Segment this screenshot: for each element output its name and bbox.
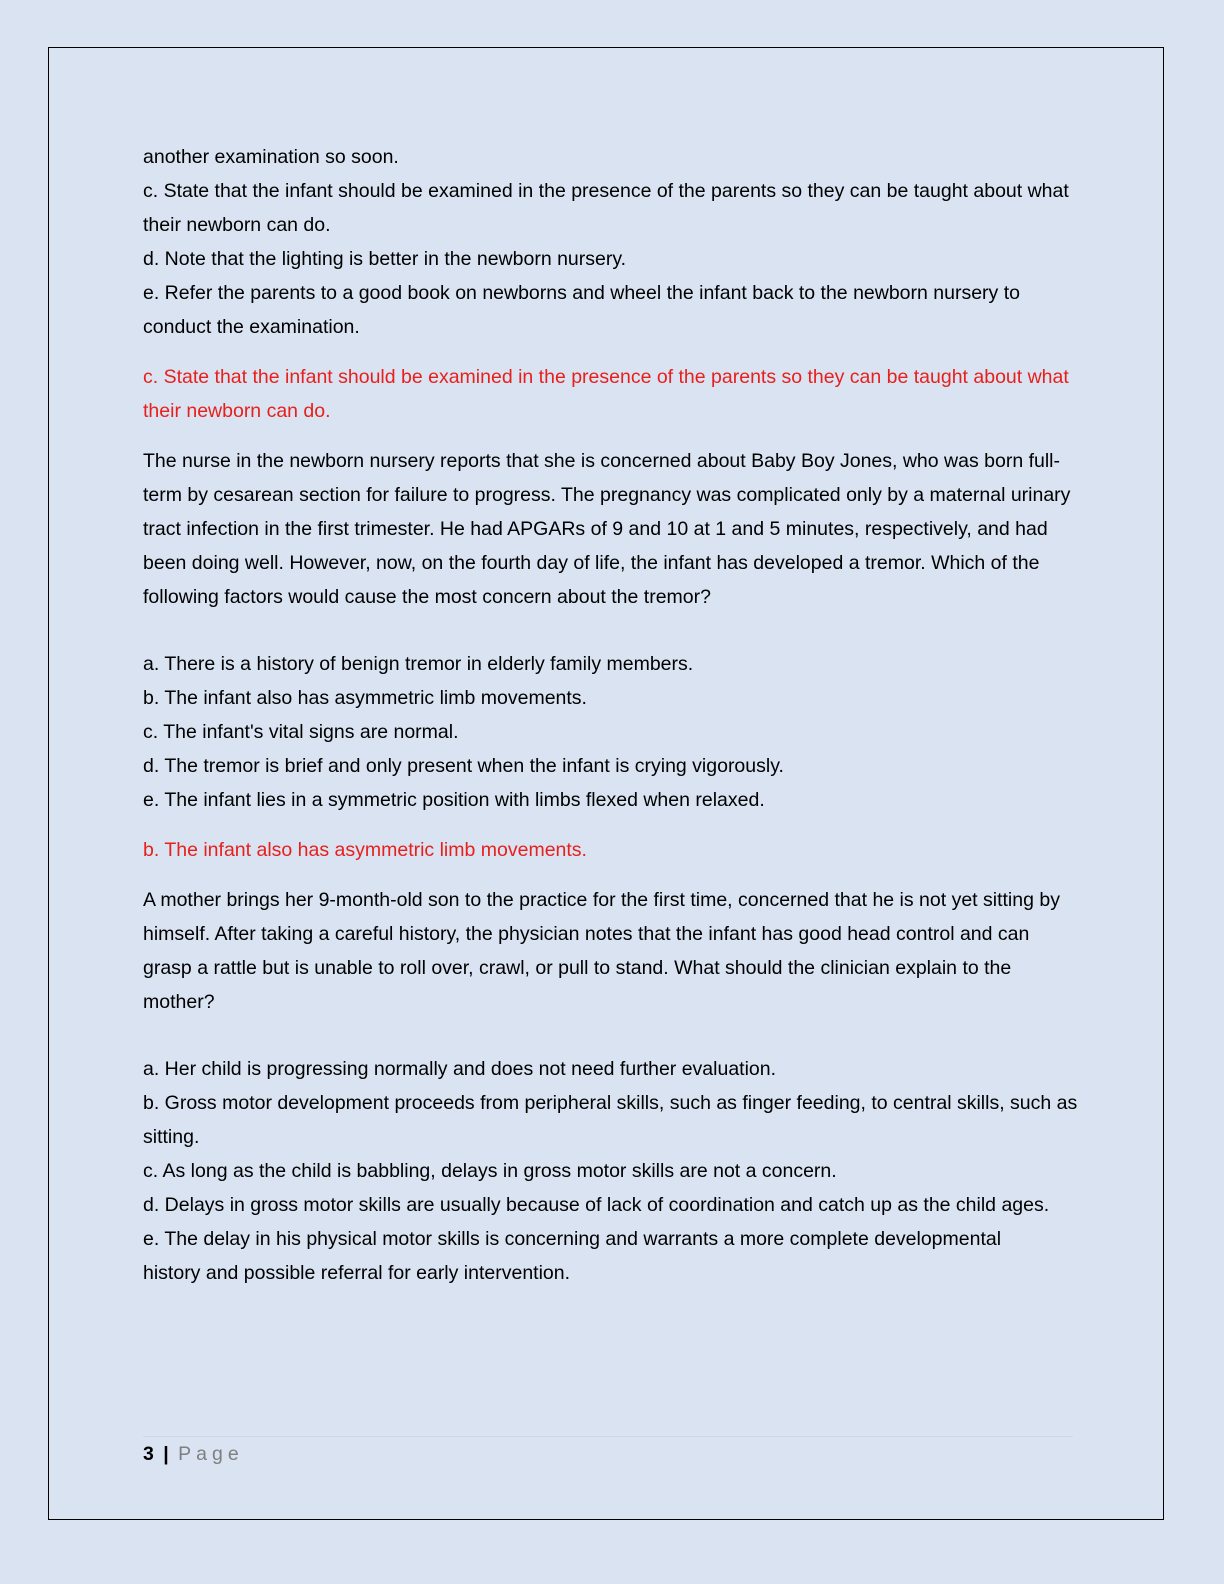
question-1-continued [143,140,1083,344]
question-3-option-e: e. The delay in his physical motor skills is concerning and warrants a more complete developmental [143,1228,1002,1250]
document-body [143,140,1083,1290]
question-3-options [143,1052,1083,1290]
question-2-stem: The nurse in the newborn nursery reports that she is concerned about Baby Boy Jones, who was born full-term by cesarean section for failure to progress. The pregnancy was complicated only by a maternal urinary tract infection in the first trimester. He had APGARs of 9 and 10 at 1 and 5 minutes, respectively, and had been doing well. However, now, on the fourth day of life, the infant has developed a tremor. Which of the following factors would cause the most concern about the tremor? [143,450,1071,608]
footer-separator: | [163,1443,169,1465]
question-3-option-b: b. Gross motor development proceeds from peripheral skills, such as finger feeding, to central skills, such as sitting. [143,1092,1078,1148]
page-label: Page [178,1443,244,1465]
question-3-option-c: c. As long as the child is babbling, delays in gross motor skills are not a concern. [143,1160,837,1182]
question-2-option-a: a. There is a history of benign tremor in elderly family members. [143,653,694,675]
question-1-answer: c. State that the infant should be examined in the presence of the parents so they can be taught about what their newborn can do. [143,366,1069,422]
question-2-option-b: b. The infant also has asymmetric limb movements. [143,687,587,709]
question-3-option-e-continued: history and possible referral for early intervention. [143,1262,571,1284]
page-number: 3 [143,1443,154,1465]
question-1-option-c: c. State that the infant should be examined in the presence of the parents so they can be taught about what their newborn can do. [143,180,1069,236]
question-2-answer: b. The infant also has asymmetric limb movements. [143,839,587,861]
question-2-option-e: e. The infant lies in a symmetric position with limbs flexed when relaxed. [143,789,765,811]
page-footer [143,1440,244,1468]
question-3-option-a: a. Her child is progressing normally and does not need further evaluation. [143,1058,777,1080]
question-1-option-d: d. Note that the lighting is better in the newborn nursery. [143,248,627,270]
question-2-options [143,647,1083,817]
question-2-option-c: c. The infant's vital signs are normal. [143,721,459,743]
question-3-option-d: d. Delays in gross motor skills are usually because of lack of coordination and catch up as the child ages. [143,1194,1050,1216]
question-1-option-e: e. Refer the parents to a good book on newborns and wheel the infant back to the newborn nursery to conduct the examination. [143,282,1020,338]
question-2-option-d: d. The tremor is brief and only present when the infant is crying vigorously. [143,755,784,777]
question-1-line: another examination so soon. [143,146,399,168]
footer-divider [143,1436,1073,1437]
question-3-stem: A mother brings her 9-month-old son to the practice for the first time, concerned that he is not yet sitting by himself. After taking a careful history, the physician notes that the infant has good head control and can grasp a rattle but is unable to roll over, crawl, or pull to stand. What should the clinician explain to the mother? [143,889,1060,1013]
